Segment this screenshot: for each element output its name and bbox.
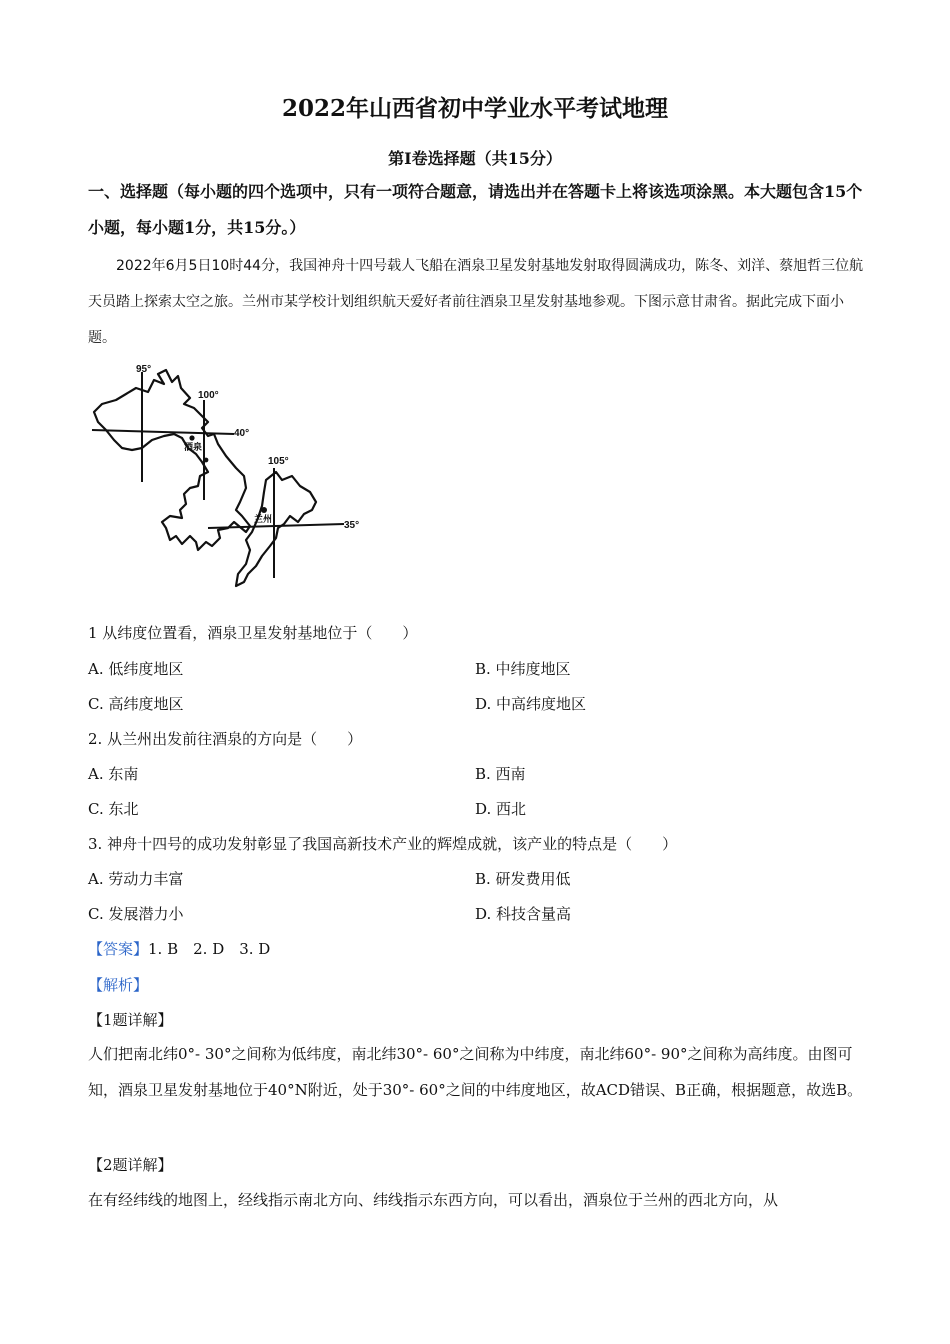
question-2-stem: 2. 从兰州出发前往酒泉的方向是（ ） (88, 730, 363, 748)
intro-paragraph: 2022年6月5日10时44分，我国神舟十四号载人飞船在酒泉卫星发射基地发射取得圆满成功，陈冬、刘洋、蔡旭哲三位航天员踏上探索太空之旅。兰州市某学校计划组织航天爱好者前往酒泉卫星发射基地参观。下图示意甘肃省。据此完成下面小题。 (88, 258, 864, 346)
lanzhou-marker (261, 507, 267, 513)
gansu-map-svg (86, 360, 376, 590)
lat40-label: 40° (234, 428, 250, 439)
q2-analysis-heading: 【2题详解】 (88, 1156, 173, 1174)
question-1-option-b: B. 中纬度地区 (475, 660, 571, 678)
gansu-map (86, 360, 376, 590)
question-3-option-a: A. 劳动力丰富 (88, 870, 184, 888)
question-1-option-d: D. 中高纬度地区 (475, 695, 587, 713)
lon95-label: 95° (136, 364, 152, 375)
question-1-option-c: C. 高纬度地区 (88, 695, 184, 713)
question-1-stem: 1 从纬度位置看，酒泉卫星发射基地位于（ ） (88, 624, 418, 642)
answer-tag: 【答案】 (88, 940, 149, 958)
question-3-option-b: B. 研发费用低 (475, 870, 571, 888)
parallel-35 (208, 524, 344, 528)
question-3-stem: 3. 神舟十四号的成功发射彰显了我国高新技术产业的辉煌成就，该产业的特点是（ ） (88, 835, 678, 853)
question-2-option-c: C. 东北 (88, 800, 139, 818)
analysis-tag: 【解析】 (88, 976, 149, 994)
lanzhou-label: 兰州 (254, 514, 273, 524)
section-subtitle: 第Ⅰ卷选择题（共15分） (388, 149, 562, 168)
answer-line (88, 938, 270, 959)
q2-analysis-text: 在有经纬线的地图上，经线指示南北方向、纬线指示东西方向，可以看出，酒泉位于兰州的西北方向，从 (88, 1191, 779, 1209)
q1-analysis-text: 人们把南北纬0°- 30°之间称为低纬度，南北纬30°- 60°之间称为中纬度，南北纬60°- 90°之间称为高纬度。由图可知，酒泉卫星发射基地位于40°N附近，处于30°- 60°之间的中纬度地区，故ACD错误、B正确，根据题意，故选B。 (88, 1045, 863, 1099)
parallel-40 (92, 430, 234, 434)
jiuquan-marker (189, 435, 194, 440)
lon105-label: 105° (268, 456, 289, 467)
jiuquan-label: 酒泉 (184, 442, 203, 452)
question-2-option-d: D. 西北 (475, 800, 527, 818)
gansu-outline (94, 370, 250, 550)
q1-analysis-heading: 【1题详解】 (88, 1011, 173, 1029)
page-title: 2022年山西省初中学业水平考试地理 (281, 95, 668, 122)
question-2-option-b: B. 西南 (475, 765, 526, 783)
section-heading: 一、选择题（每小题的四个选项中，只有一项符合题意，请选出并在答题卡上将该选项涂黑。本大题包含15个小题，每小题1分，共15分。） (88, 182, 863, 237)
answer-text: 1. B 2. D 3. D (148, 940, 271, 958)
city-dot (204, 458, 209, 463)
question-3-option-d: D. 科技含量高 (475, 905, 572, 923)
lat35-label: 35° (344, 520, 360, 531)
question-3-option-c: C. 发展潜力小 (88, 905, 184, 923)
lon100-label: 100° (198, 390, 219, 401)
question-2-option-a: A. 东南 (88, 765, 139, 783)
question-1-option-a: A. 低纬度地区 (88, 660, 184, 678)
